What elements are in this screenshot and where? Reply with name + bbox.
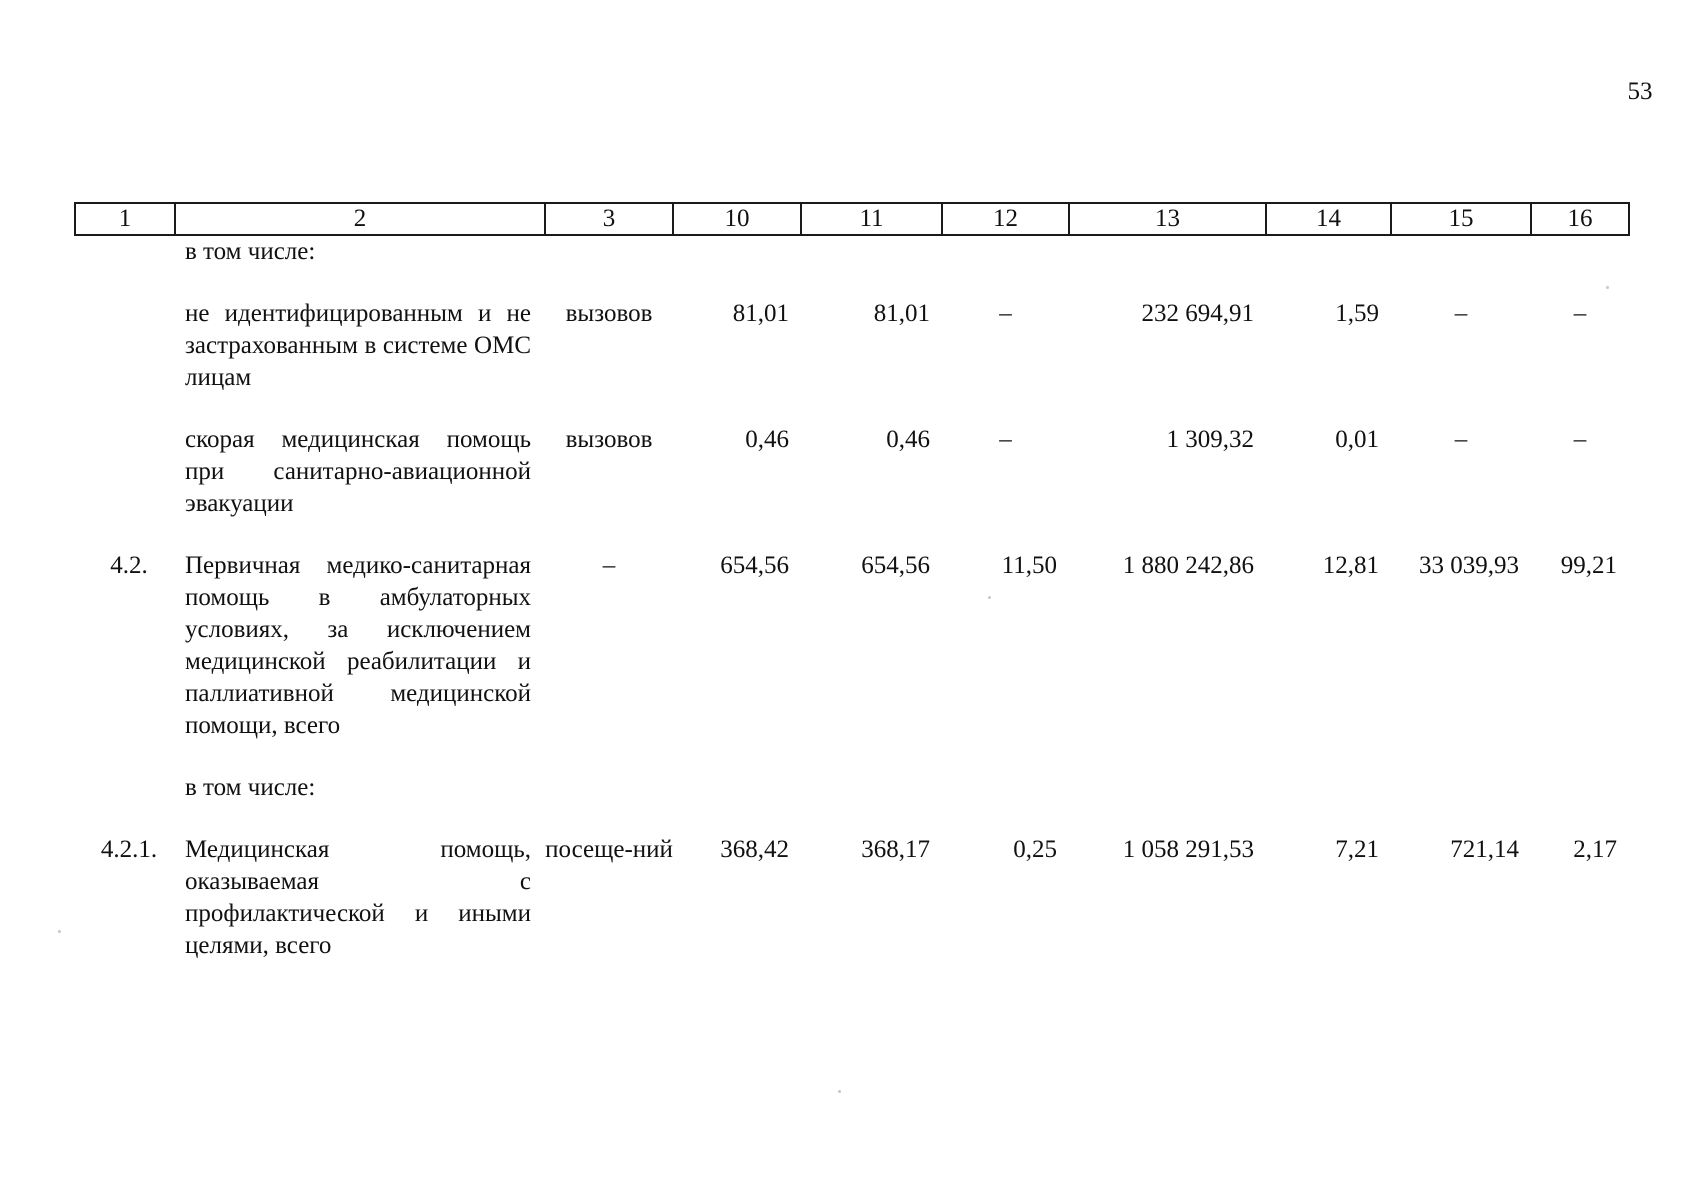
cell-col-15: –: [1454, 300, 1468, 327]
row-index: 4.2.1.: [100, 836, 158, 863]
cell-col-12: 0,25: [1013, 836, 1057, 863]
table-row: [75, 298, 1629, 424]
row-unit: вызовов: [565, 426, 653, 453]
cell-col-12: –: [999, 300, 1012, 327]
cell-col-14: 12,81: [1322, 552, 1379, 579]
column-number-header-row: [75, 203, 1629, 235]
cell-col-11: 0,46: [886, 426, 930, 453]
row-unit: [545, 772, 673, 834]
cell-col-12: [942, 235, 1069, 298]
row-unit: [545, 235, 673, 298]
cell-col-15: 721,14: [1450, 836, 1519, 863]
row-description: в том числе:: [185, 774, 316, 801]
cell-col-10: [673, 235, 801, 298]
column-number-13: 13: [1069, 203, 1266, 235]
column-number-1: 1: [75, 203, 175, 235]
cell-col-16: –: [1573, 300, 1587, 327]
cell-col-13: [1069, 235, 1266, 298]
cell-col-13: 1 309,32: [1166, 426, 1254, 453]
column-number-14: 14: [1266, 203, 1391, 235]
cell-col-13: 232 694,91: [1141, 300, 1254, 327]
table-row: [75, 424, 1629, 550]
cell-col-12: 11,50: [1001, 552, 1057, 579]
row-index: [75, 424, 175, 550]
scan-speck: [838, 1090, 841, 1093]
cell-col-10: 368,42: [720, 836, 789, 863]
cell-col-11: 368,17: [861, 836, 930, 863]
row-unit: –: [602, 552, 616, 579]
cell-col-16: 99,21: [1560, 552, 1617, 579]
row-index: 4.2.: [110, 552, 148, 579]
cell-col-12: –: [999, 426, 1012, 453]
row-index: [75, 235, 175, 298]
row-description: Медицинская помощь, оказываемая с профилактической и иными целями, всего: [185, 836, 531, 959]
row-unit: посеще-ний: [545, 836, 673, 863]
column-number-15: 15: [1391, 203, 1531, 235]
column-number-11: 11: [801, 203, 942, 235]
cell-col-16: [1531, 235, 1629, 298]
column-number-10: 10: [673, 203, 801, 235]
cell-col-10: [673, 772, 801, 834]
cell-col-11: 81,01: [873, 300, 930, 327]
cell-col-12: [942, 772, 1069, 834]
row-description: не идентифицированным и не застрахованным в системе ОМС лицам: [185, 300, 531, 391]
table-row: [75, 834, 1629, 962]
cell-col-14: 7,21: [1335, 836, 1379, 863]
row-description: в том числе:: [185, 238, 316, 265]
cell-col-14: 1,59: [1335, 300, 1379, 327]
table-row: [75, 235, 1629, 298]
column-number-3: 3: [545, 203, 673, 235]
cell-col-15: [1391, 772, 1531, 834]
cell-col-11: [801, 772, 942, 834]
cell-col-10: 0,46: [745, 426, 789, 453]
table-row: [75, 550, 1629, 772]
cell-col-13: [1069, 772, 1266, 834]
cell-col-11: 654,56: [861, 552, 930, 579]
cell-col-13: 1 058 291,53: [1122, 836, 1254, 863]
cell-col-14: [1266, 235, 1391, 298]
cell-col-16: 2,17: [1573, 836, 1617, 863]
cell-col-15: –: [1454, 426, 1468, 453]
cell-col-15: 33 039,93: [1419, 552, 1519, 579]
cell-col-16: [1531, 772, 1629, 834]
cell-col-11: [801, 235, 942, 298]
scan-speck: [58, 930, 61, 933]
row-description: скорая медицинская помощь при санитарно-авиационной эвакуации: [185, 426, 531, 517]
data-table: [74, 202, 1630, 962]
table-row: [75, 772, 1629, 834]
cell-col-15: [1391, 235, 1531, 298]
cell-col-16: –: [1573, 426, 1587, 453]
row-index: [75, 772, 175, 834]
column-number-2: 2: [175, 203, 545, 235]
scan-speck: [988, 596, 991, 599]
cell-col-14: [1266, 772, 1391, 834]
cell-col-10: 654,56: [720, 552, 789, 579]
row-description: Первичная медико-санитарная помощь в амбулаторных условиях, за исключением медицинской реабилитации и паллиативной медицинской помощи, всего: [185, 552, 531, 739]
cell-col-10: 81,01: [732, 300, 789, 327]
column-number-16: 16: [1531, 203, 1629, 235]
row-index: [75, 298, 175, 424]
cell-col-14: 0,01: [1335, 426, 1379, 453]
page-number: 53: [1627, 78, 1653, 105]
row-unit: вызовов: [565, 300, 653, 327]
cell-col-13: 1 880 242,86: [1122, 552, 1254, 579]
column-number-12: 12: [942, 203, 1069, 235]
scan-speck: [1606, 286, 1609, 289]
